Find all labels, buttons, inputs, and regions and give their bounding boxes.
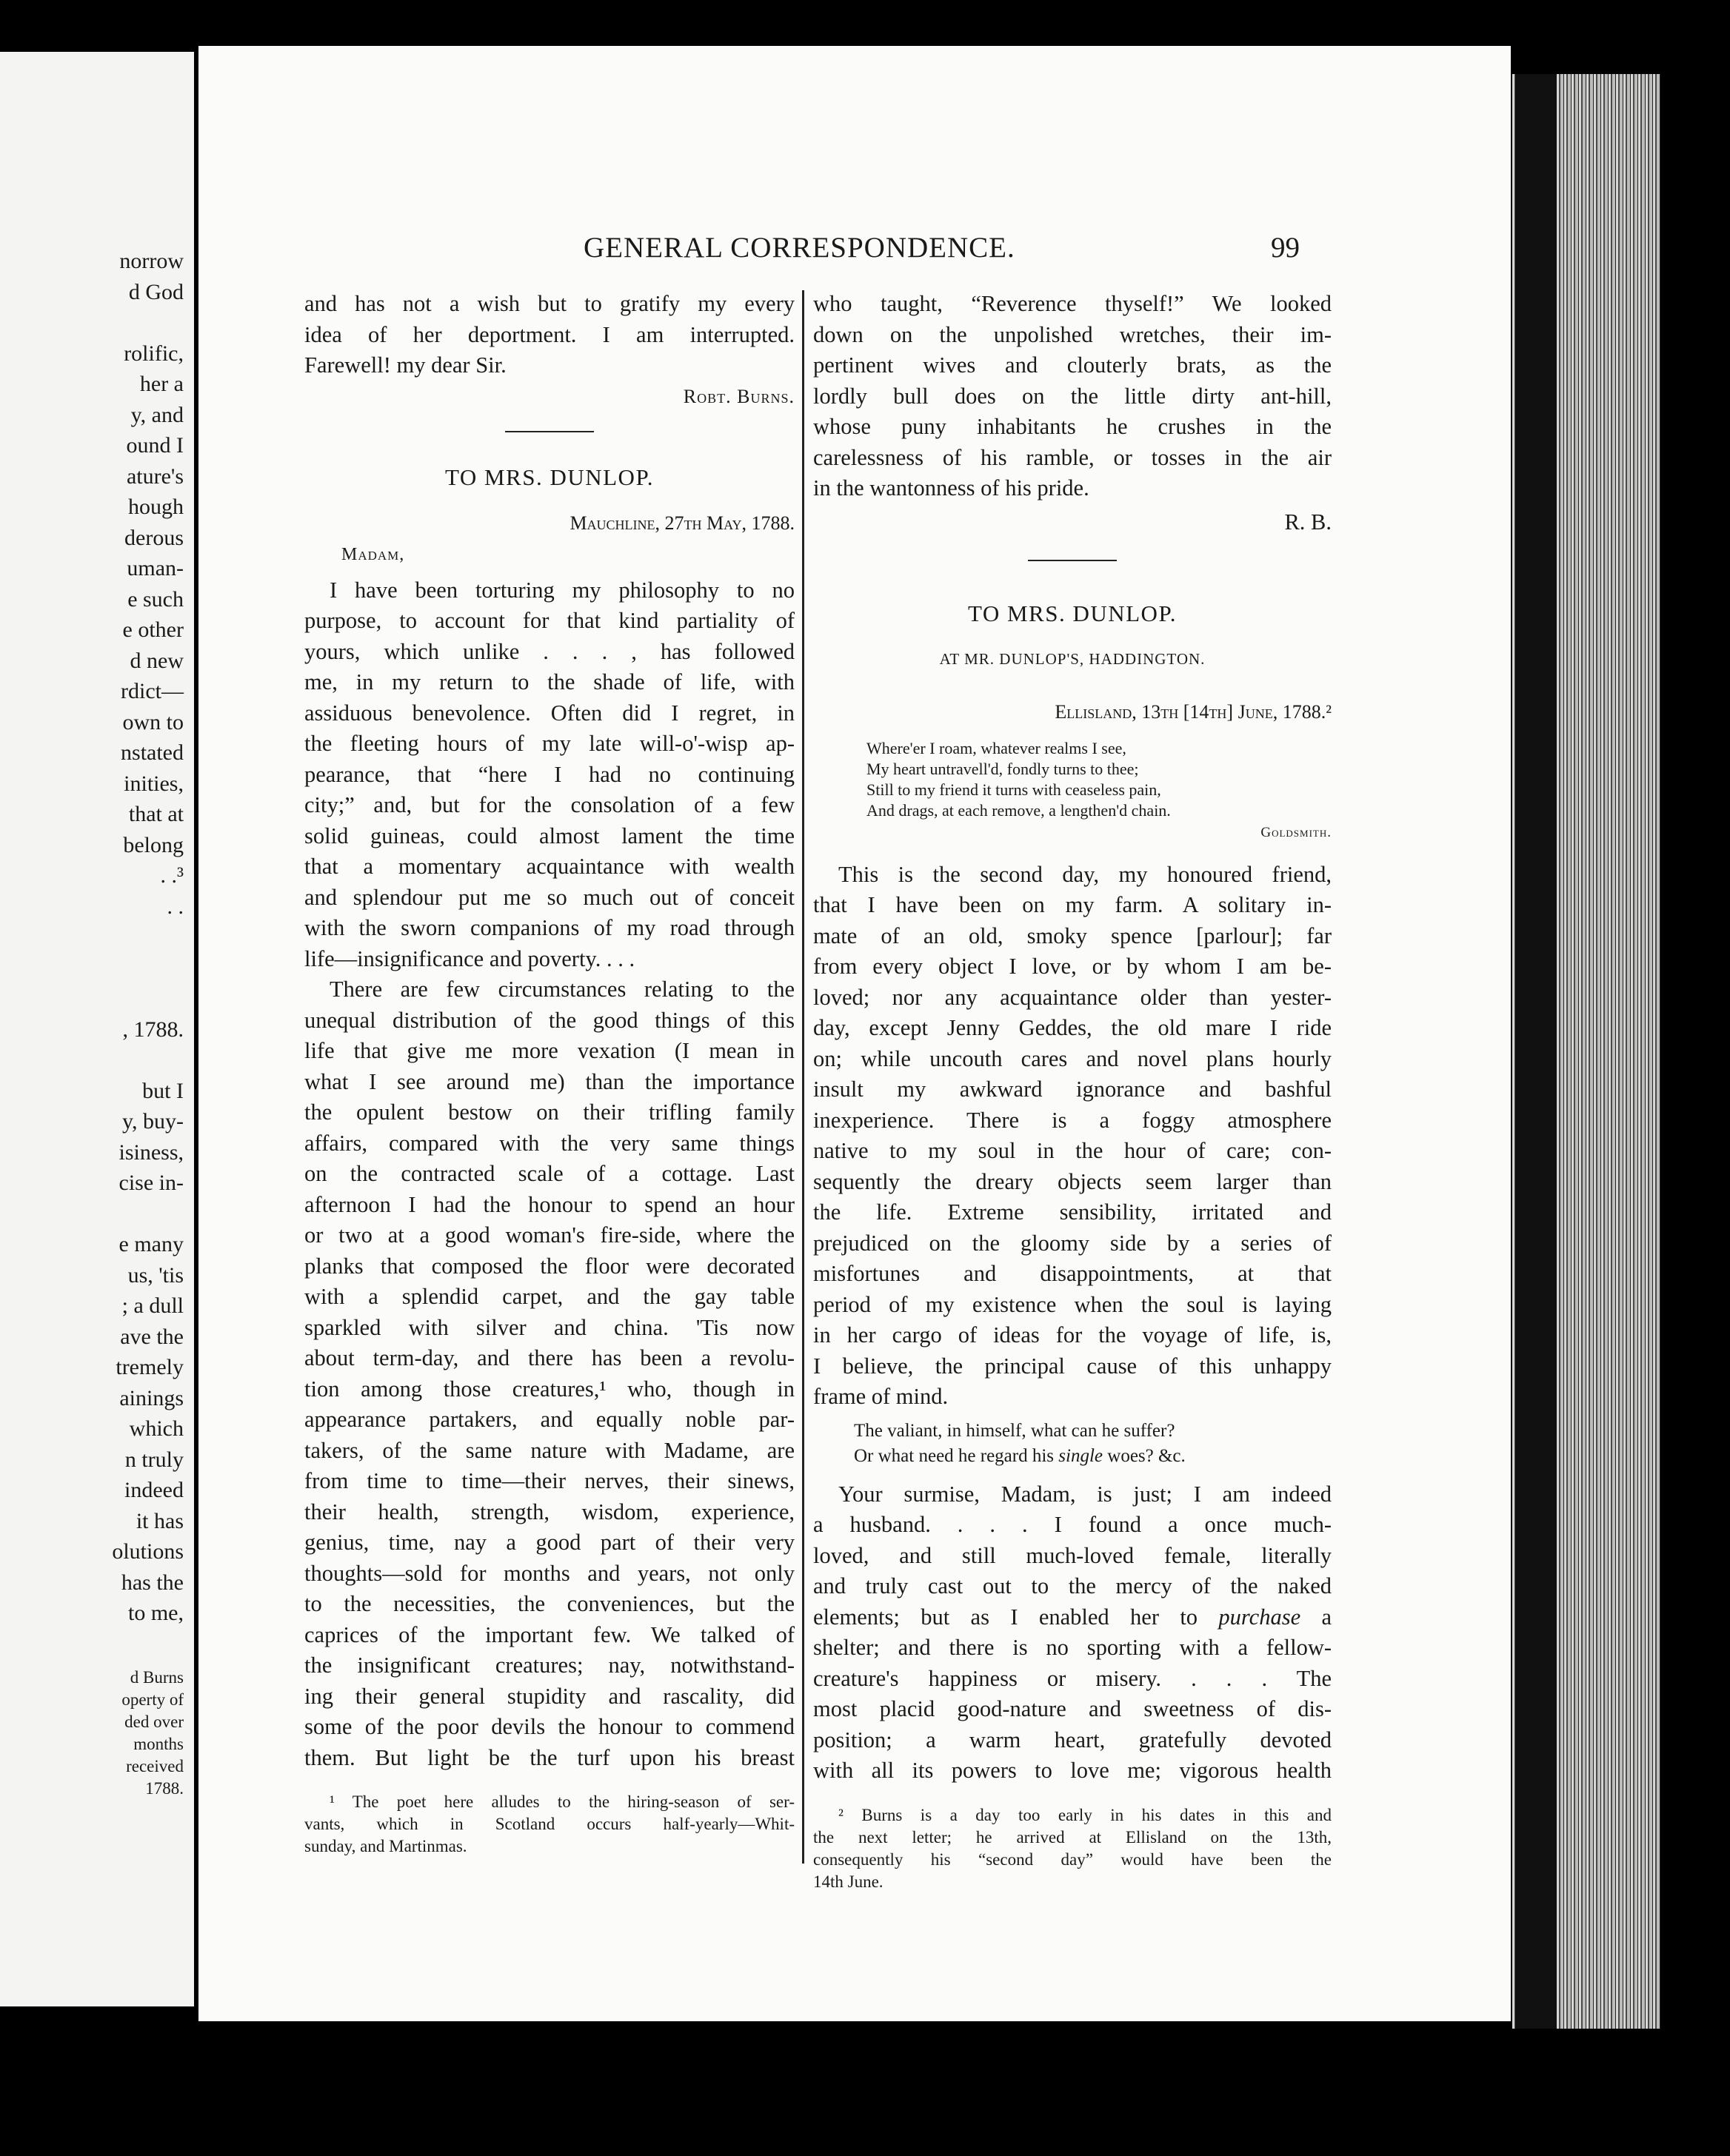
left-page-text-fragment: y, buy- (121, 1109, 184, 1134)
text-line: I believe, the principal cause of this unhappy (813, 1353, 1332, 1379)
text-line: life that give me more vexation (I mean in (304, 1038, 795, 1063)
text-line: the next letter; he arrived at Ellisland on the 13th, (813, 1827, 1332, 1847)
left-page-text-fragment: ave the (120, 1324, 184, 1349)
text-line: thoughts—sold for months and years, not only (304, 1560, 795, 1586)
text-line: position; a warm heart, gratefully devoted (813, 1727, 1332, 1752)
left-page-footnote-fragment: d Burns (130, 1668, 184, 1687)
paragraph (304, 575, 795, 975)
text-line: in the wantonness of his pride. (813, 475, 1089, 500)
text-line: I have been torturing my philosophy to no (330, 577, 795, 603)
running-title: GENERAL CORRESPONDENCE. (584, 232, 1015, 264)
left-page-text-fragment: ainings (119, 1385, 184, 1410)
text-line: Your surmise, Madam, is just; I am indeed (838, 1481, 1332, 1507)
text-line: and splendour put me so much out of conceit (304, 884, 795, 910)
text-line: consequently his “second day” would have been the (813, 1849, 1332, 1869)
text-line: the opulent bestow on their trifling family (304, 1099, 795, 1125)
left-page-text-fragment: d new (130, 648, 184, 673)
text-line: insult my awkward ignorance and bashful (813, 1077, 1332, 1102)
book-page (198, 46, 1511, 2021)
letter-ending (304, 289, 795, 381)
text-line: takers, of the same nature with Madame, are (304, 1437, 795, 1463)
footnote (304, 1791, 795, 1858)
text-line: Farewell! my dear Sir. (304, 352, 507, 378)
text-line: from every object I love, or by whom I am be- (813, 954, 1332, 979)
left-page-footnote-fragment: received (126, 1757, 184, 1775)
left-page-text-fragment: ; a dull (121, 1293, 184, 1318)
text-line: with a splendid carpet, and the gay table (304, 1284, 795, 1309)
left-page-text-fragment: hough (128, 495, 184, 519)
left-page-text-fragment: us, 'tis (127, 1262, 184, 1288)
page-number: 99 (1271, 232, 1300, 264)
left-page-text-fragment: , 1788. (122, 1017, 184, 1042)
text-line: idea of her deportment. I am interrupted. (304, 321, 795, 347)
epigraph-verse (866, 738, 1332, 843)
text-line: that a momentary acquaintance with wealth (304, 854, 795, 879)
text-line: 14th June. (813, 1872, 884, 1891)
left-page-text-fragment: indeed (124, 1478, 184, 1502)
salutation: Madam, (341, 545, 405, 564)
text-line: loved; nor any acquaintance older than yester- (813, 984, 1332, 1010)
left-facing-page (0, 52, 194, 2006)
text-line: ² Burns is a day too early in his dates in this and (838, 1805, 1332, 1824)
text-line: sequently the dreary objects seem larger than (813, 1168, 1332, 1194)
text-line: native to my soul in the hour of care; con- (813, 1138, 1332, 1163)
dateline: Mauchline, 27th May, 1788. (570, 512, 795, 534)
text-line: down on the unpolished wretches, their im- (813, 321, 1332, 347)
left-page-text-fragment: . . (167, 894, 184, 919)
left-page-text-fragment: n truly (124, 1447, 184, 1472)
column-divider (802, 290, 804, 1864)
text-line: and has not a wish but to gratify my every (304, 291, 795, 316)
left-page-text-fragment: d God (128, 279, 184, 304)
left-page-text-fragment: it has (136, 1508, 184, 1533)
text-line: elements; but as I enabled her to purchase a (813, 1604, 1332, 1630)
text-line: that I have been on my farm. A solitary in- (813, 892, 1332, 917)
text-line: a husband. . . . I found a once much- (813, 1512, 1332, 1537)
left-page-footnote-fragment: 1788. (145, 1779, 184, 1798)
left-page-text-fragment: ound I (126, 433, 184, 458)
text-line: with the sworn companions of my road through (304, 915, 795, 940)
text-line: the life. Extreme sensibility, irritated and (813, 1199, 1332, 1225)
left-page-footnote-fragment: months (133, 1735, 184, 1753)
text-line: on the contracted scale of a cottage. Last (304, 1161, 795, 1186)
left-page-footnote-fragment: operty of (121, 1690, 184, 1709)
text-line: And drags, at each remove, a lengthen'd chain. (866, 800, 1171, 820)
signature-robt-burns: Robt. Burns. (683, 385, 795, 407)
text-line: lordly bull does on the little dirty ant-hill, (813, 383, 1332, 409)
text-line: frame of mind. (813, 1384, 949, 1409)
left-page-text-fragment: y, and (130, 402, 184, 427)
text-line: genius, time, nay a good part of their very (304, 1530, 795, 1555)
left-page-text-fragment: olutions (112, 1539, 184, 1564)
text-line: caprices of the important few. We talked of (304, 1621, 795, 1647)
text-line: me, in my return to the shade of life, with (304, 669, 795, 694)
text-line: most placid good-nature and sweetness of dis- (813, 1696, 1332, 1721)
page-gutter-shadow (1515, 74, 1557, 2029)
left-page-text-fragment: e many (118, 1232, 184, 1256)
letter-heading: TO MRS. DUNLOP. (444, 464, 655, 490)
text-line: life—insignificance and poverty. . . . (304, 945, 635, 971)
left-page-text-fragment: but I (142, 1078, 184, 1103)
left-page-text-fragment: own to (122, 709, 184, 734)
text-line: day, except Jenny Geddes, the old mare I ride (813, 1015, 1332, 1040)
paragraph (304, 974, 795, 1773)
left-page-text-fragment: her a (139, 372, 184, 396)
text-line: them. But light be the turf upon his breast (304, 1744, 795, 1770)
verse-attribution: Goldsmith. (1260, 824, 1332, 840)
text-line: affairs, compared with the very same things (304, 1130, 795, 1156)
left-page-text-fragment: ature's (126, 463, 184, 489)
text-line: period of my existence when the soul is laying (813, 1291, 1332, 1317)
text-line: on; while uncouth cares and novel plans hourly (813, 1045, 1332, 1071)
left-page-text-fragment: nstated (121, 740, 184, 765)
text-line: yours, which unlike . . . , has followed (304, 638, 795, 664)
text-line: Still to my friend it turns with ceaseless pain, (866, 780, 1161, 799)
letter-ending (813, 289, 1332, 504)
footnote (813, 1804, 1332, 1893)
text-line: sunday, and Martinmas. (304, 1837, 467, 1855)
left-page-text-fragment: that at (128, 802, 184, 826)
text-line: My heart untravell'd, fondly turns to thee; (866, 759, 1139, 778)
text-line: pearance, that “here I had no continuing (304, 761, 795, 787)
text-line: their health, strength, wisdom, experience, (304, 1499, 795, 1524)
text-line: appearance partakers, and equally noble par- (304, 1407, 795, 1432)
paragraph (813, 1479, 1332, 1787)
text-line: some of the poor devils the honour to commend (304, 1714, 795, 1739)
text-line: whose puny inhabitants he crushes in the (813, 414, 1332, 439)
left-page-text-fragment: which (129, 1416, 184, 1441)
text-line: about term-day, and there has been a revolu- (304, 1345, 795, 1370)
left-page-text-fragment: inities, (124, 771, 184, 796)
text-line: the fleeting hours of my late will-o'-wisp ap- (304, 731, 795, 756)
left-page-text-fragment: has the (121, 1570, 184, 1595)
left-page-text-fragment: rdict— (121, 679, 184, 703)
text-line: carelessness of his ramble, or tosses in the air (813, 444, 1332, 470)
text-line: in her cargo of ideas for the voyage of life, is, (813, 1322, 1332, 1348)
left-page-text-fragment: uman- (127, 556, 184, 580)
left-page-text-fragment: e other (122, 617, 184, 642)
text-line: prejudiced on the gloomy side by a series of (813, 1230, 1332, 1256)
right-column (813, 289, 1332, 1893)
text-line: purpose, to account for that kind partiality of (304, 608, 795, 633)
text-line: inexperience. There is a foggy atmosphere (813, 1107, 1332, 1133)
text-line: Where'er I roam, whatever realms I see, (866, 738, 1126, 757)
quoted-verse (854, 1419, 1332, 1469)
text-line: city;” and, but for the consolation of a few (304, 792, 795, 817)
left-page-text-fragment: derous (124, 525, 184, 550)
text-line: who taught, “Reverence thyself!” We looked (813, 291, 1332, 316)
text-line: sparkled with silver and china. 'Tis now (304, 1314, 795, 1340)
left-page-text-fragment: . .³ (160, 863, 184, 888)
text-line: the insignificant creatures; nay, notwithstand- (304, 1653, 795, 1678)
address-line: AT MR. DUNLOP'S, HADDINGTON. (939, 649, 1206, 668)
text-line: ¹ The poet here alludes to the hiring-season of ser- (330, 1792, 795, 1811)
text-line: ing their general stupidity and rascality, did (304, 1683, 795, 1709)
text-line: or two at a good woman's fire-side, where the (304, 1222, 795, 1248)
left-column (304, 289, 795, 1858)
dateline: Ellisland, 13th [14th] June, 1788.² (1055, 701, 1332, 723)
text-line: shelter; and there is no sporting with a fellow- (813, 1635, 1332, 1660)
paragraph (813, 860, 1332, 1413)
text-line: This is the second day, my honoured friend, (838, 861, 1332, 887)
separator-rule (505, 431, 594, 432)
text-line: and truly cast out to the mercy of the naked (813, 1573, 1332, 1598)
text-line: solid guineas, could almost lament the time (304, 823, 795, 848)
text-line: afternoon I had the honour to spend an hour (304, 1191, 795, 1217)
text-line: mate of an old, smoky spence [parlour]; far (813, 923, 1332, 948)
text-line: planks that composed the floor were decorated (304, 1253, 795, 1279)
text-line: what I see around me) than the importance (304, 1068, 795, 1094)
text-line: vants, which in Scotland occurs half-yearly—Whit- (304, 1815, 795, 1833)
text-line: to the necessities, the conveniences, but the (304, 1591, 795, 1616)
left-page-text-fragment: cise in- (118, 1171, 184, 1195)
signature-rb: R. B. (1284, 509, 1332, 535)
left-page-text-fragment: e such (127, 586, 184, 612)
running-header (198, 185, 1511, 264)
left-page-footnote-fragment: ded over (124, 1713, 184, 1731)
text-line: There are few circumstances relating to the (330, 977, 795, 1002)
text-line: creature's happiness or misery. . . . The (813, 1665, 1332, 1691)
left-page-text-fragment: belong (123, 832, 184, 857)
text-line: The valiant, in himself, what can he suffer? (854, 1420, 1175, 1441)
separator-rule (1028, 560, 1117, 561)
text-line: with all its powers to love me; vigorous health (813, 1758, 1332, 1783)
text-line: Or what need he regard his single woes? &c. (854, 1445, 1186, 1466)
text-line: loved, and still much-loved female, literally (813, 1542, 1332, 1568)
left-page-text-fragment: isiness, (118, 1139, 184, 1165)
left-page-text-fragment: norrow (119, 249, 184, 273)
text-line: pertinent wives and clouterly brats, as the (813, 352, 1332, 378)
text-line: tion among those creatures,¹ who, though in (304, 1376, 795, 1402)
left-page-text-fragment: to me, (128, 1601, 184, 1625)
text-line: unequal distribution of the good things of this (304, 1007, 795, 1033)
left-page-text-fragment: tremely (116, 1355, 184, 1379)
letter-heading: TO MRS. DUNLOP. (967, 600, 1178, 626)
text-line: assiduous benevolence. Often did I regret, in (304, 700, 795, 726)
text-line: from time to time—their nerves, their sinews, (304, 1468, 795, 1493)
left-page-text-fragment: rolific, (124, 341, 184, 366)
text-line: misfortunes and disappointments, at that (813, 1261, 1332, 1286)
